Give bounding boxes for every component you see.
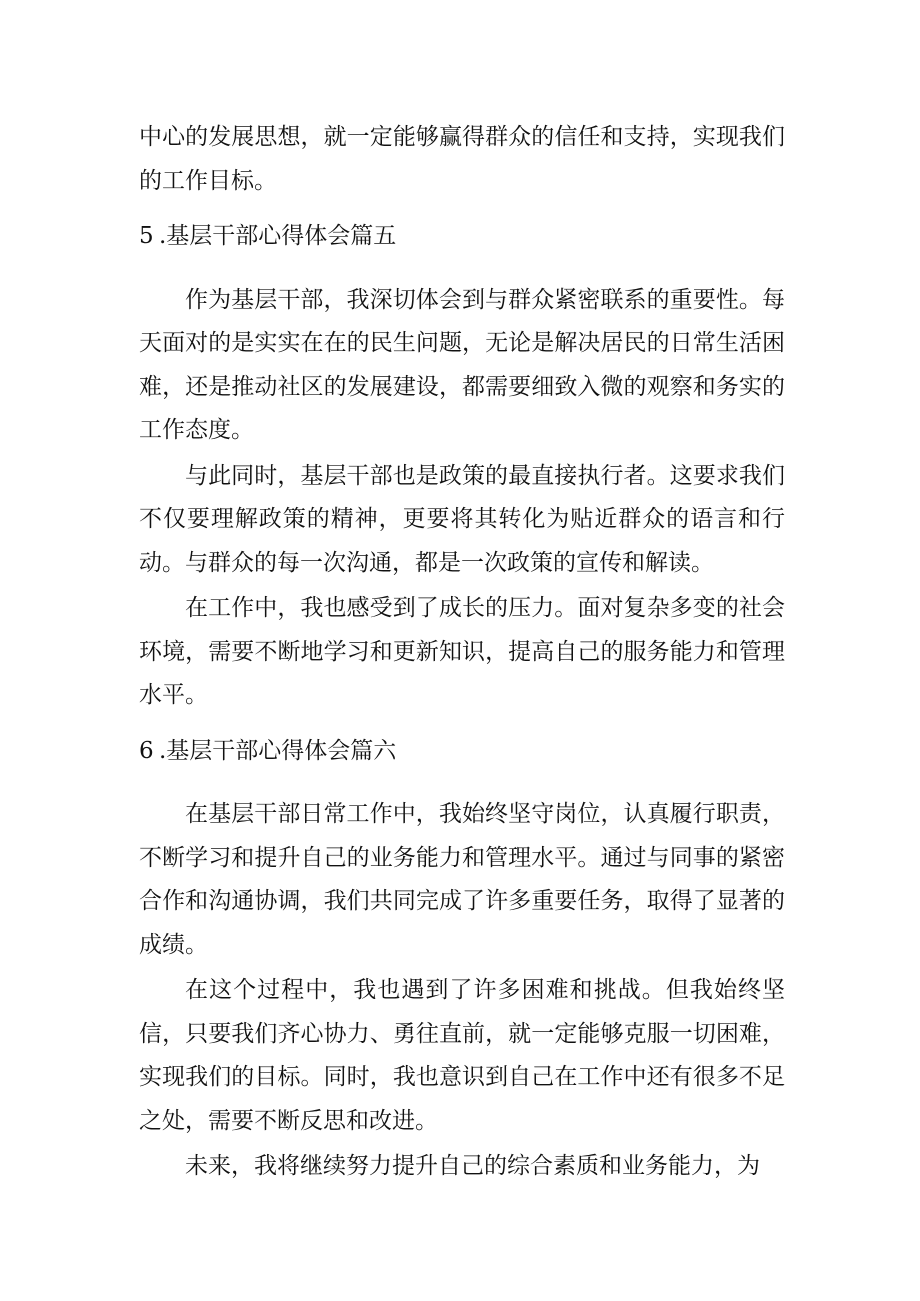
section-6-title: .基层干部心得体会篇六	[159, 737, 397, 764]
section-6-paragraph-1: 在基层干部日常工作中，我始终坚守岗位，认真履行职责，不断学习和提升自己的业务能力和管理水平。通过与同事的紧密合作和沟通协调，我们共同完成了许多重要任务，取得了显著的成绩。	[139, 801, 785, 958]
section-5-paragraph-3: 在工作中，我也感受到了成长的压力。面对复杂多变的社会环境，需要不断地学习和更新知识，提高自己的服务能力和管理水平。	[139, 595, 785, 708]
section-6-number: 6	[139, 737, 154, 764]
section-6-paragraph-2: 在这个过程中，我也遇到了许多困难和挑战。但我始终坚信，只要我们齐心协力、勇往直前，就一定能够克服一切困难，实现我们的目标。同时，我也意识到自己在工作中还有很多不足之处，需要不断反思和改进。	[139, 977, 785, 1134]
section-5-heading	[139, 215, 785, 259]
section-5-paragraph-2: 与此同时，基层干部也是政策的最直接执行者。这要求我们不仅要理解政策的精神，更要将其转化为贴近群众的语言和行动。与群众的每一次沟通，都是一次政策的宣传和解读。	[139, 462, 785, 576]
section-5-number: 5	[139, 223, 154, 249]
document-body	[139, 116, 785, 1189]
section-5-paragraph-1: 作为基层干部，我深切体会到与群众紧密联系的重要性。每天面对的是实实在在的民生问题，无论是解决居民的日常生活困难，还是推动社区的发展建设，都需要细致入微的观察和务实的工作态度。	[139, 286, 785, 443]
continued-paragraph: 中心的发展思想，就一定能够赢得群众的信任和支持，实现我们的工作目标。	[139, 124, 785, 194]
section-5-title: .基层干部心得体会篇五	[159, 223, 397, 249]
section-6-paragraph-3: 未来，我将继续努力提升自己的综合素质和业务能力，为	[185, 1153, 760, 1179]
section-6-heading	[139, 730, 785, 774]
